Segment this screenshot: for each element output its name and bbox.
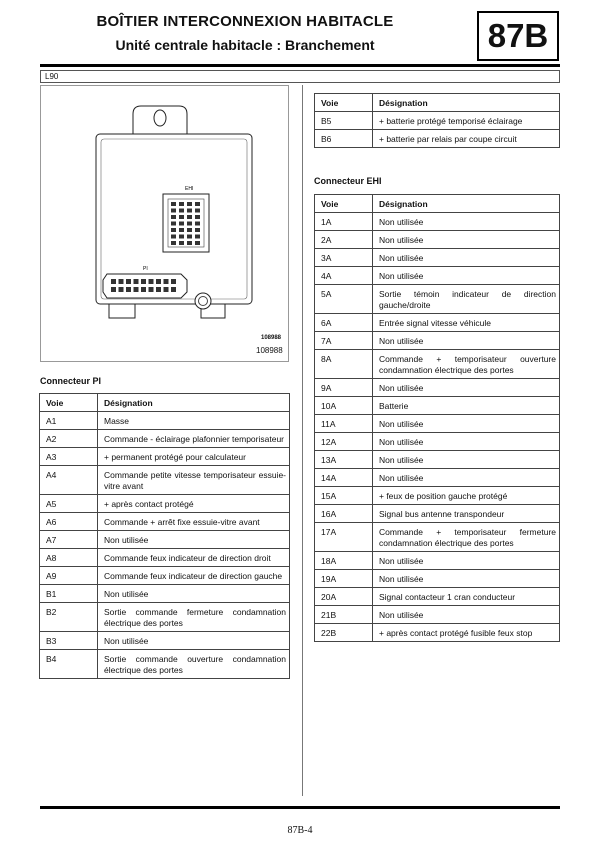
connector-pin xyxy=(187,228,192,232)
connector-pin xyxy=(187,241,192,245)
pin-designation: Commande + arrêt fixe essuie-vitre avant xyxy=(98,513,290,531)
pin-id: B6 xyxy=(315,130,373,148)
table-row xyxy=(315,469,560,487)
pin-id: 10A xyxy=(315,397,373,415)
pin-designation: Non utilisée xyxy=(373,332,560,350)
connector-pin xyxy=(171,241,176,245)
pin-id: 5A xyxy=(315,285,373,314)
table-row xyxy=(40,495,290,513)
column-divider xyxy=(302,85,303,796)
table-row xyxy=(315,523,560,552)
pin-id: 15A xyxy=(315,487,373,505)
ehi-label: EHI xyxy=(185,186,194,192)
central-unit-drawing xyxy=(41,86,290,363)
header-rule xyxy=(40,64,560,67)
table-row xyxy=(315,112,560,130)
table-row xyxy=(40,567,290,585)
pin-id: 4A xyxy=(315,267,373,285)
connector-pin xyxy=(187,209,192,213)
pin-designation: + permanent protégé pour calculateur xyxy=(98,448,290,466)
connector-pin xyxy=(179,235,184,239)
connector-pin xyxy=(195,228,200,232)
pin-id: A9 xyxy=(40,567,98,585)
connector-pin xyxy=(156,287,161,292)
table-row xyxy=(315,350,560,379)
pin-designation: Non utilisée xyxy=(373,415,560,433)
table-header-row xyxy=(315,94,560,112)
connector-pin xyxy=(171,222,176,226)
connector-pin xyxy=(179,202,184,206)
table-row xyxy=(40,466,290,495)
pin-id: 16A xyxy=(315,505,373,523)
pin-id: B3 xyxy=(40,632,98,650)
pin-designation: Non utilisée xyxy=(373,469,560,487)
page-number: 87B-4 xyxy=(287,825,313,836)
pin-designation: + batterie par relais par coupe circuit xyxy=(373,130,560,148)
figure-ref: 108988 xyxy=(256,346,283,355)
pin-designation: Entrée signal vitesse véhicule xyxy=(373,314,560,332)
table-row xyxy=(315,624,560,642)
pin-designation: Masse xyxy=(98,412,290,430)
page-subtitle: Unité centrale habitacle : Branchement xyxy=(115,37,375,53)
ehi-title: Connecteur EHI xyxy=(314,176,382,186)
pin-designation: Non utilisée xyxy=(373,606,560,624)
pin-designation: Non utilisée xyxy=(373,213,560,231)
connector-pin xyxy=(149,287,154,292)
pin-id: 12A xyxy=(315,433,373,451)
connector-pin xyxy=(187,235,192,239)
pin-id: B1 xyxy=(40,585,98,603)
connector-pin xyxy=(187,215,192,219)
connector-pin xyxy=(195,222,200,226)
connector-pin xyxy=(195,235,200,239)
pin-id: B2 xyxy=(40,603,98,632)
connector-pin xyxy=(149,279,154,284)
table-row xyxy=(315,433,560,451)
table-row xyxy=(315,231,560,249)
table-row xyxy=(315,588,560,606)
connector-pin xyxy=(187,202,192,206)
pin-id: 18A xyxy=(315,552,373,570)
pin-designation: Non utilisée xyxy=(373,433,560,451)
col-designation: Désignation xyxy=(373,195,560,213)
connector-pin xyxy=(187,222,192,226)
connector-pin xyxy=(141,287,146,292)
pin-id: 19A xyxy=(315,570,373,588)
connector-pin xyxy=(179,228,184,232)
pin-designation: + après contact protégé fusible feux stop xyxy=(373,624,560,642)
pin-designation: Sortie commande ouverture condamnation électrique des portes xyxy=(98,650,290,679)
pin-id: A2 xyxy=(40,430,98,448)
page-title: BOÎTIER INTERCONNEXION HABITACLE xyxy=(96,13,394,30)
pin-id: 21B xyxy=(315,606,373,624)
pin-designation: Commande - éclairage plafonnier temporisateur xyxy=(98,430,290,448)
pin-id: 11A xyxy=(315,415,373,433)
table-row xyxy=(315,379,560,397)
pin-id: 7A xyxy=(315,332,373,350)
pi-cont-table xyxy=(314,93,560,148)
table-row xyxy=(315,130,560,148)
pin-id: 20A xyxy=(315,588,373,606)
pin-designation: Commande feux indicateur de direction gauche xyxy=(98,567,290,585)
section-code: 87B xyxy=(477,11,559,61)
table-row xyxy=(315,505,560,523)
col-designation: Désignation xyxy=(373,94,560,112)
pin-id: B5 xyxy=(315,112,373,130)
pin-id: 9A xyxy=(315,379,373,397)
connector-pin xyxy=(195,209,200,213)
col-voie: Voie xyxy=(315,94,373,112)
pin-id: 8A xyxy=(315,350,373,379)
table-row xyxy=(40,549,290,567)
pin-id: 6A xyxy=(315,314,373,332)
figure-ref-small: 108988 xyxy=(261,335,282,341)
connector-pin xyxy=(171,279,176,284)
pin-designation: Batterie xyxy=(373,397,560,415)
connector-pin xyxy=(156,279,161,284)
table-row xyxy=(315,213,560,231)
col-voie: Voie xyxy=(40,394,98,412)
table-header-row xyxy=(315,195,560,213)
connector-pin xyxy=(171,235,176,239)
connector-pin xyxy=(171,202,176,206)
table-row xyxy=(315,285,560,314)
pin-id: 2A xyxy=(315,231,373,249)
connector-pin xyxy=(134,287,139,292)
pin-id: A4 xyxy=(40,466,98,495)
pin-id: 3A xyxy=(315,249,373,267)
table-row xyxy=(40,531,290,549)
pin-id: 1A xyxy=(315,213,373,231)
pi-table xyxy=(39,393,290,679)
pin-designation: Signal bus antenne transpondeur xyxy=(373,505,560,523)
pin-id: B4 xyxy=(40,650,98,679)
table-row xyxy=(40,585,290,603)
connector-pin xyxy=(126,279,131,284)
pin-designation: Commande + temporisateur fermeture condamnation électrique des portes xyxy=(373,523,560,552)
table-row xyxy=(315,451,560,469)
connector-pin xyxy=(164,279,169,284)
pin-id: A5 xyxy=(40,495,98,513)
pin-id: A6 xyxy=(40,513,98,531)
connector-pin xyxy=(171,215,176,219)
pin-designation: Non utilisée xyxy=(98,531,290,549)
table-row xyxy=(315,606,560,624)
col-designation: Désignation xyxy=(98,394,290,412)
pin-id: A7 xyxy=(40,531,98,549)
table-row xyxy=(315,332,560,350)
table-row xyxy=(40,603,290,632)
connector-pin xyxy=(179,209,184,213)
pin-designation: Sortie témoin indicateur de direction gauche/droite xyxy=(373,285,560,314)
connector-pin xyxy=(164,287,169,292)
pin-designation: Non utilisée xyxy=(98,585,290,603)
pin-id: A1 xyxy=(40,412,98,430)
connector-pin xyxy=(171,287,176,292)
connector-pin xyxy=(195,241,200,245)
connector-pin xyxy=(126,287,131,292)
vehicle-label: L90 xyxy=(40,70,560,83)
table-row xyxy=(315,249,560,267)
pin-designation: Signal contacteur 1 cran conducteur xyxy=(373,588,560,606)
pin-designation: Non utilisée xyxy=(373,249,560,267)
table-row xyxy=(315,570,560,588)
connector-pin xyxy=(171,209,176,213)
connector-pin xyxy=(195,202,200,206)
table-row xyxy=(40,412,290,430)
pi-title: Connecteur PI xyxy=(40,376,102,386)
pin-designation: Non utilisée xyxy=(373,231,560,249)
table-row xyxy=(40,448,290,466)
connector-pin xyxy=(141,279,146,284)
pin-id: 14A xyxy=(315,469,373,487)
table-row xyxy=(315,314,560,332)
pin-designation: Commande petite vitesse temporisateur essuie-vitre avant xyxy=(98,466,290,495)
pin-id: A8 xyxy=(40,549,98,567)
table-row xyxy=(315,267,560,285)
pin-id: 22B xyxy=(315,624,373,642)
pin-designation: + feux de position gauche protégé xyxy=(373,487,560,505)
connector-pin xyxy=(119,279,124,284)
table-row xyxy=(40,430,290,448)
pin-designation: + après contact protégé xyxy=(98,495,290,513)
pin-designation: Non utilisée xyxy=(373,552,560,570)
pin-id: 17A xyxy=(315,523,373,552)
table-row xyxy=(40,513,290,531)
pi-label: PI xyxy=(143,266,148,272)
pin-designation: Non utilisée xyxy=(373,379,560,397)
connector-pin xyxy=(134,279,139,284)
unit-figure xyxy=(40,85,289,362)
pin-designation: Commande feux indicateur de direction droit xyxy=(98,549,290,567)
connector-pin xyxy=(179,222,184,226)
connector-pin xyxy=(195,215,200,219)
table-row xyxy=(40,650,290,679)
pin-designation: Non utilisée xyxy=(373,570,560,588)
pin-designation: Sortie commande fermeture condamnation électrique des portes xyxy=(98,603,290,632)
connector-pin xyxy=(171,228,176,232)
table-row xyxy=(315,397,560,415)
connector-pin xyxy=(111,287,116,292)
table-row xyxy=(40,632,290,650)
connector-pin xyxy=(111,279,116,284)
pin-designation: Non utilisée xyxy=(98,632,290,650)
ehi-table xyxy=(314,194,560,642)
table-row xyxy=(315,415,560,433)
pin-designation: Non utilisée xyxy=(373,451,560,469)
connector-pin xyxy=(179,215,184,219)
connector-pin xyxy=(119,287,124,292)
pin-designation: + batterie protégé temporisé éclairage xyxy=(373,112,560,130)
col-voie: Voie xyxy=(315,195,373,213)
table-header-row xyxy=(40,394,290,412)
pin-designation: Commande + temporisateur ouverture condamnation électrique des portes xyxy=(373,350,560,379)
pin-id: A3 xyxy=(40,448,98,466)
table-row xyxy=(315,487,560,505)
table-row xyxy=(315,552,560,570)
footer-rule xyxy=(40,806,560,809)
connector-pin xyxy=(179,241,184,245)
pin-id: 13A xyxy=(315,451,373,469)
pin-designation: Non utilisée xyxy=(373,267,560,285)
